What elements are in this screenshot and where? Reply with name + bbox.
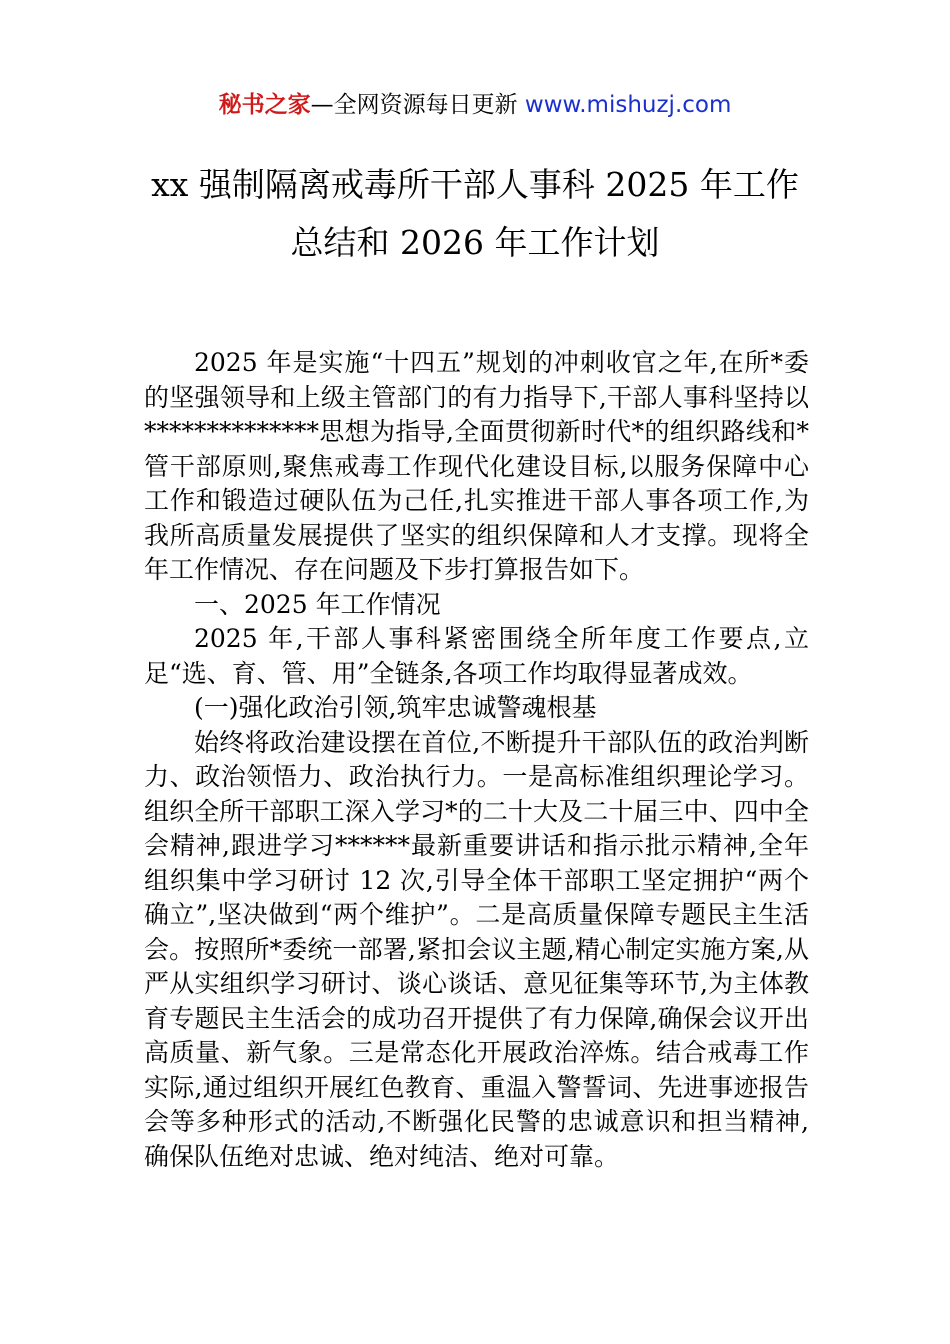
site-url[interactable]: www.mishuzj.com [524,92,732,118]
site-tagline: —全网资源每日更新 [310,92,525,118]
section-summary-paragraph: 2025 年,干部人事科紧密围绕全所年度工作要点,立足“选、育、管、用”全链条,各项工作均取得显著成效。 [144,624,809,688]
intro-paragraph: 2025 年是实施“十四五”规划的冲刺收官之年,在所*委的坚强领导和上级主管部门的有力指导下,干部人事科坚持以**************思想为指导,全面贯彻新时代*的组织路线和*管干部原则,聚焦戒毒工作现代化建设目标,以服务保障中心工作和锻造过硬队伍为己任,扎实推进干部人事各项工作,为我所高质量发展提供了坚实的组织保障和人才支撑。现将全年工作情况、存在问题及下步打算报告如下。 [144,348,809,584]
subsection-paragraph: 始终将政治建设摆在首位,不断提升干部队伍的政治判断力、政治领悟力、政治执行力。一是高标准组织理论学习。组织全所干部职工深入学习*的二十大及二十届三中、四中全会精神,跟进学习******最新重要讲话和指示批示精神,全年组织集中学习研讨 12 次,引导全体干部职工坚定拥护“两个确立”,坚决做到“两个维护”。二是高质量保障专题民主生活会。按照所*委统一部署,紧扣会议主题,精心制定实施方案,从严从实组织学习研讨、谈心谈话、意见征集等环节,为主体教育专题民主生活会的成功召开提供了有力保障,确保会议开出高质量、新气象。三是常态化开展政治淬炼。结合戒毒工作实际,通过组织开展红色教育、重温入警誓词、先进事迹报告会等多种形式的活动,不断强化民警的忠诚意识和担当精神,确保队伍绝对忠诚、绝对纯洁、绝对可靠。 [144,727,809,1171]
title-line-2: 总结和 2026 年工作计划 [290,223,660,262]
document-title [100,156,850,272]
subsection-heading: (一)强化政治引领,筑牢忠诚警魂根基 [194,693,597,722]
title-line-1: xx 强制隔离戒毒所干部人事科 2025 年工作 [151,165,799,204]
document-body [144,346,809,1174]
site-header [0,88,950,122]
site-brand: 秘书之家 [218,92,311,118]
section-heading: 一、2025 年工作情况 [194,589,441,619]
